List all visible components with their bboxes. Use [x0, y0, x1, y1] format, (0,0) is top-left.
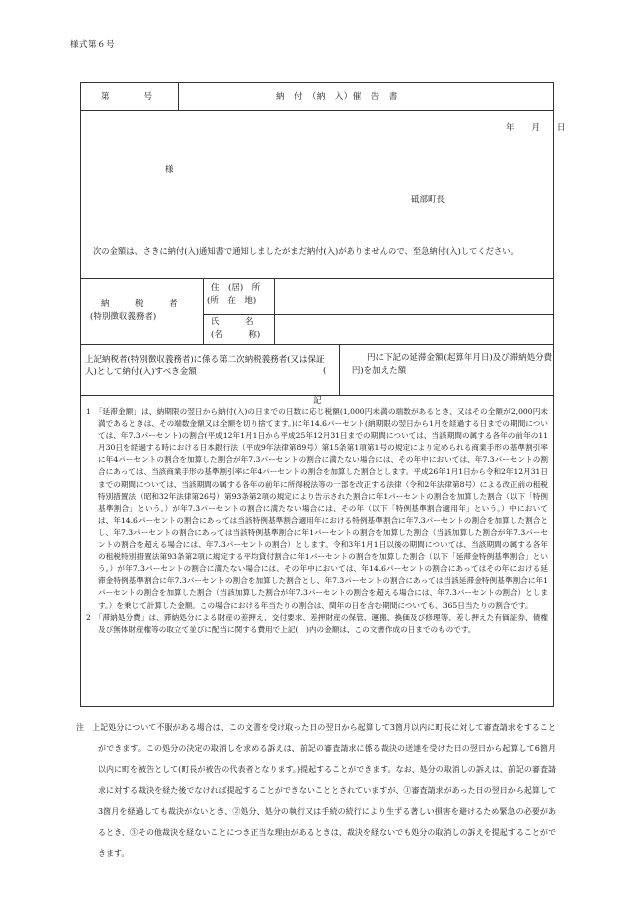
taxpayer-role-sub-label: (特別徴収義務者)	[90, 312, 157, 322]
amount-fee-text: ( 円)を加えた額	[323, 366, 407, 376]
divider	[81, 278, 553, 279]
issuer-name: 砥部町長	[411, 195, 446, 205]
appeal-notice: 注 上記処分について不服がある場合は、この文書を受け取った日の翌日から起算して3箇月以内に町長に対して審査請求をすることができます。この処分の決定の取消しを求める訴えは、前記の審査請求に係る裁決の送達を受けた日の翌日から起算して6箇月以内に町を被告として(町長が被告の代表者となります。)提起することができます。なお、処分の取消しの訴えは、前記の審査請求に対する裁決を経た後でなければ提起することができないこととされていますが、①審査請求があった日の翌日から起算して3箇月を経過しても裁決がないとき、②処分、処分の執行又は手続の続行により生ずる著しい損害を避けるため緊急の必要があるとき、③その他裁決を経ないことにつき正当な理由があるときは、裁決を経ないでも処分の取消しの訴えを提起することができます。	[76, 723, 556, 858]
notes-body	[86, 406, 548, 636]
form-title: 納 付 （納 入）催 告 書	[276, 92, 398, 102]
amount-addition-text: 円に下記の延滞金額(起算年月日)及び滞納処分費	[367, 353, 553, 363]
address-label: 住 (居) 所	[211, 283, 261, 293]
date-label: 年 月 日	[506, 123, 566, 133]
intro-text: 次の金額は、さきに納付(入)通知書で通知しましたがまだ納付(入)がありませんので、至急納付(入)してください。	[93, 246, 519, 256]
addressee-suffix: 様	[165, 165, 174, 175]
divider	[81, 110, 553, 111]
amount-basis-text: 上記納税者(特別徴収義務者)に係る第二次納税義務者(又は保証人)として納付(入)すべき金額	[85, 355, 325, 377]
note-item: 1 「延滞金額」は、納期限の翌日から納付(入)の日までの日数に応じ税額(1,000円未満の端数があるとき、又はその全額が2,000円未満であるときは、その端数金額又は全額を切り捨てます。)に年14.6パーセント(納期限の翌日から1月を経過する日までの期間については、年7.3パーセント)の割合(平成12年1月1日から平成25年12月31日までの期間については、当該期間の属する各年の前年の11月30日を経過する時における日本銀行法（平成9年法律第89号）第15条第1項第1号の規定により定められる商業手形の基準割引率に年4パーセントの割合を加算した割合が年7.3パーセントの割合に満たない場合には、その年中においては、年7.3パーセントの割合にあっては、当該商業手形の基準割引率に年4パーセントの割合を加算した割合とします。平成26年1月1日から令和2年12月31日までの期間については、当該期間の属する各年の前年に所得税法等の一部を改正する法律（令和2年法律第8号）による改正前の租税特別措置法（昭和32年法律第26号）第93条第2項の規定により告示された割合に年1パーセントの割合を加算した割合（以下「特例基準割合」という。）が年7.3パーセントの割合に満たない場合には、その年（以下「特例基準割合適用年」という。）中においては、年14.6パーセントの割合にあっては当該特例基準割合適用年における特例基準割合に年7.3パーセントの割合を加算した割合とし、年7.3パーセントの割合にあっては当該特例基準割合に年1パーセントの割合を加算した割合（当該加算した割合が年7.3パーセントの割合を超える場合には、年7.3パーセントの割合）とします。令和3年1月1日以後の期間については、当該期間の属する各年の租税特別措置法第93条第2項に規定する平均貸付割合に年1パーセントの割合を加算した割合（以下「延滞金特例基準割合」という。）が年7.3パーセントの割合に満たない場合には、その年中においては、年14.6パーセントの割合にあってはその年における延滞金特例基準割合に年7.3パーセントの割合を加算した割合とし、年7.3パーセントの割合にあっては当該延滞金特例基準割合に年1パーセントの割合を加算した割合（当該加算した割合が年7.3パーセントの割合を超える場合には、年7.3パーセントの割合）とします。）を乗じて計算した金額。この場合における年当たりの割合は、閏年の日を含む期間についても、365日当たりの割合です。	[86, 407, 548, 610]
divider	[81, 344, 553, 345]
demand-notice-form	[80, 82, 566, 707]
name-label: 氏 名	[211, 317, 254, 327]
name-sub-label: (名 称)	[211, 330, 261, 340]
taxpayer-role-label: 納 税 者	[101, 299, 178, 309]
divider	[203, 278, 204, 344]
divider	[274, 278, 275, 344]
divider	[203, 314, 553, 315]
address-sub-label: (所 在 地)	[207, 296, 257, 306]
note-item: 2 「滞納処分費」は、滞納処分による財産の差押え、交付要求、差押財産の保管、運搬、換価及び修理等、差し押えた有価証券、債権及び無体財産権等の取立て並びに配当に関する費用で上記( )内の金額は、この文書作成の日までのものです。	[86, 612, 548, 634]
form-number: 様式第６号	[70, 40, 116, 50]
notes-heading: 記	[313, 396, 322, 406]
notice-number-label: 第 号	[101, 92, 153, 102]
divider	[178, 83, 179, 110]
